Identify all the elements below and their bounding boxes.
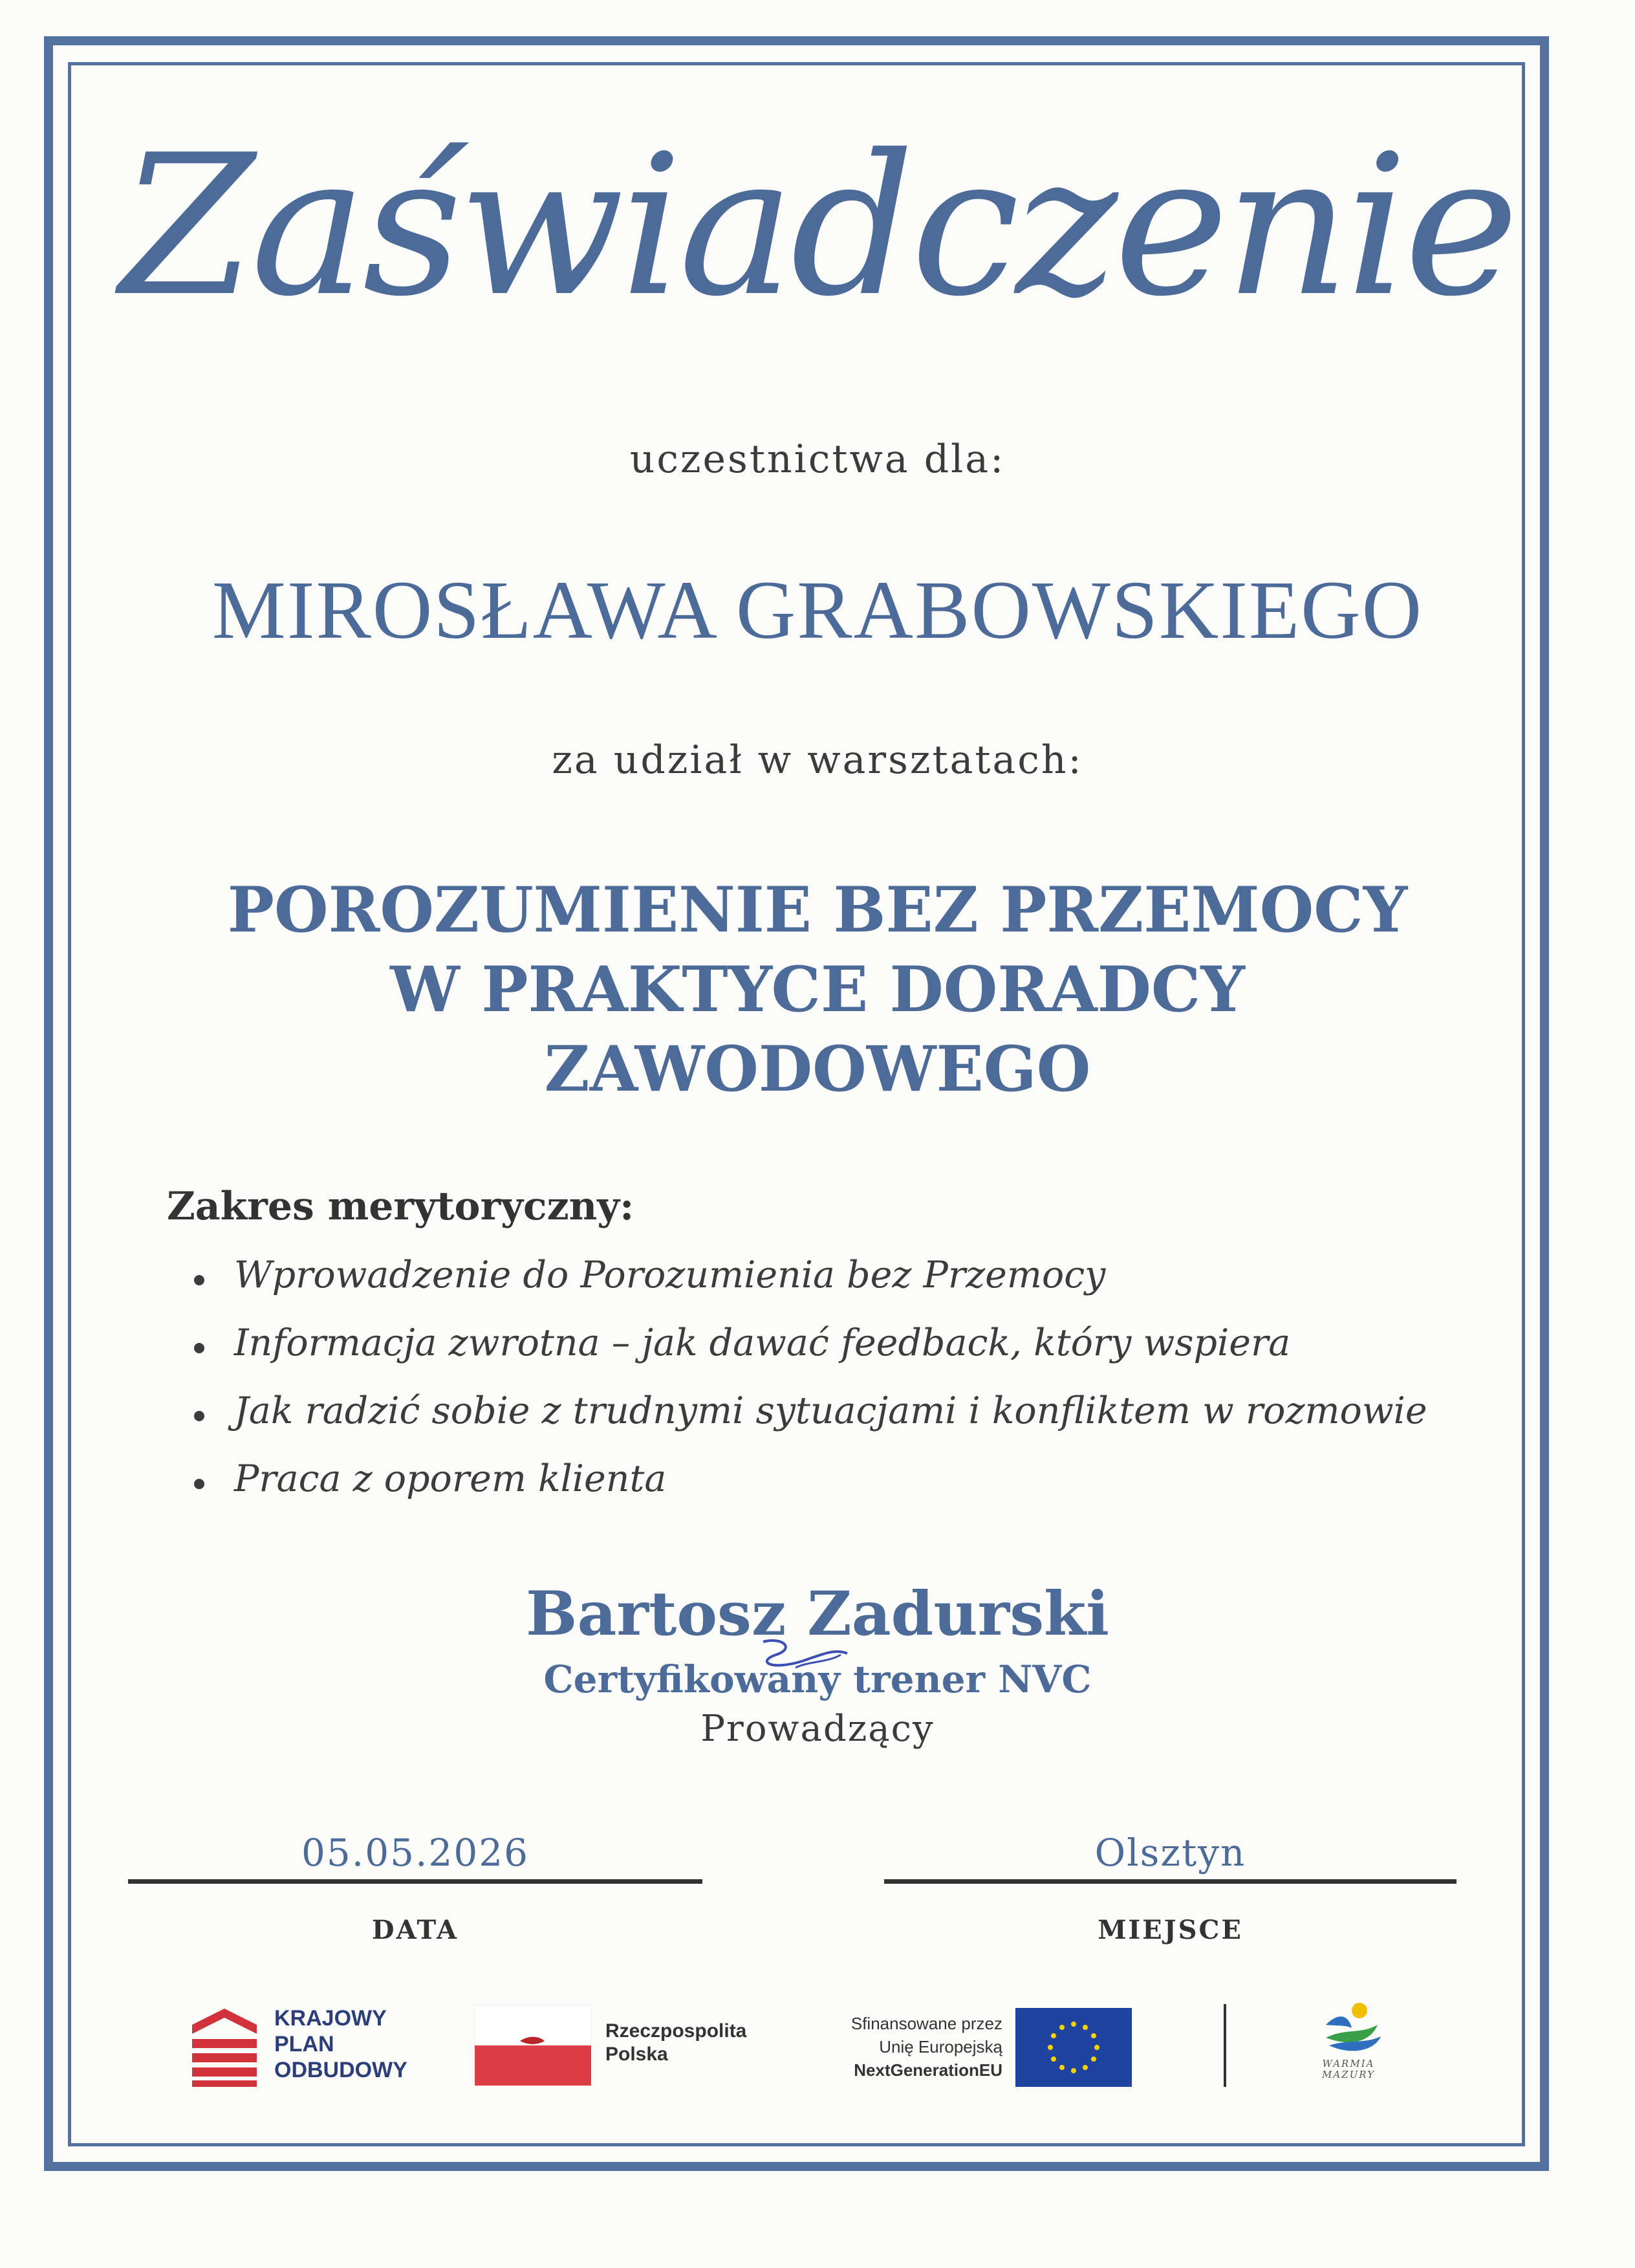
logo-divider (1224, 2004, 1226, 2087)
trainer-title: Certyfikowany trener NVC (543, 1657, 1092, 1701)
wm-line: WARMIA (1322, 2058, 1375, 2069)
wm-line: MAZURY (1322, 2069, 1375, 2080)
eu-logo (802, 2005, 1138, 2089)
rp-line: Polska (605, 2044, 668, 2065)
place-line (884, 1879, 1456, 1884)
place-label: MIEJSCE (1098, 1915, 1243, 1945)
scope-item: Jak radzić sobie z trudnymi sytuacjami i konfliktem w rozmowie (194, 1390, 1427, 1457)
workshop-intro-text: za udział w warsztatach: (552, 737, 1083, 783)
kpo-mark-icon (189, 2005, 260, 2089)
date-label: DATA (371, 1915, 459, 1945)
intro-text: uczestnictwa dla: (629, 437, 1006, 482)
polish-flag-icon (475, 2005, 591, 2086)
date-line (128, 1879, 702, 1884)
place-value: Olsztyn (1094, 1831, 1246, 1875)
warmia-mazury-mark-icon (1300, 1999, 1397, 2057)
warmia-mazury-logo (1300, 1999, 1397, 2089)
eu-flag-icon (1015, 2008, 1132, 2087)
workshop-title-line: POROZUMIENIE BEZ PRZEMOCY (227, 873, 1408, 946)
kpo-line: ODBUDOWY (274, 2058, 407, 2082)
trainer-name: Bartosz Zadurski (526, 1578, 1109, 1650)
eu-line: Unię Europejską (879, 2037, 1002, 2056)
rp-line: Rzeczpospolita (605, 2020, 747, 2042)
eu-line: NextGenerationEU (854, 2060, 1002, 2080)
scope-item: Informacja zwrotna – jak dawać feedback, który wspiera (194, 1322, 1427, 1390)
workshop-title (0, 870, 1635, 1109)
eu-line: Sfinansowane przez (850, 2014, 1002, 2033)
scope-item: Wprowadzenie do Porozumienia bez Przemocy (194, 1254, 1427, 1322)
workshop-title-line: ZAWODOWEGO (544, 1032, 1091, 1106)
date-value: 05.05.2026 (301, 1831, 530, 1875)
kpo-line: PLAN (274, 2032, 334, 2056)
scope-list (194, 1254, 1427, 1525)
kpo-line: KRAJOWY (274, 2006, 387, 2031)
trainer-role: Prowadzący (700, 1708, 935, 1750)
scope-item: Praca z oporem klienta (194, 1457, 1427, 1525)
workshop-title-line: W PRAKTYCE DORADCY (390, 953, 1245, 1026)
recipient-name: MIROSŁAWA GRABOWSKIEGO (212, 564, 1423, 656)
rzeczpospolita-logo (475, 2005, 772, 2089)
scope-heading: Zakres merytoryczny: (167, 1184, 634, 1229)
signature-mark (757, 1635, 854, 1681)
certificate-title: Zaświadczenie (120, 113, 1515, 339)
kpo-logo (189, 2005, 448, 2089)
